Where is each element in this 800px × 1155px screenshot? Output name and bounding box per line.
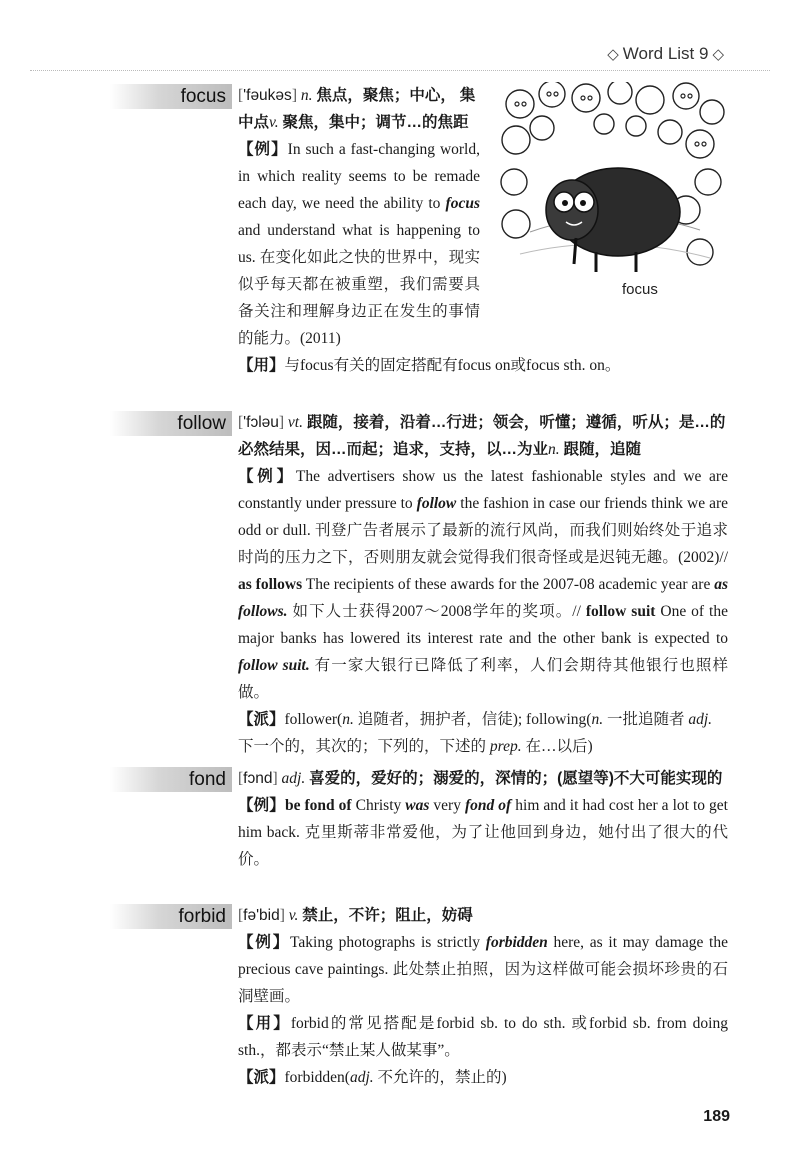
header-title: Word List 9 — [622, 44, 709, 63]
illustration-label: focus — [622, 281, 658, 298]
page-number: 189 — [703, 1108, 730, 1125]
focus-definition: ['fəukəs] n. 焦点，聚焦；中心， 集中点v. 聚焦，集中；调节…的焦距 — [238, 87, 476, 131]
running-header — [607, 44, 724, 64]
diamond-icon: ◇ — [712, 46, 724, 63]
forbid-phonetic: fə'bid — [243, 907, 280, 924]
forbid-derivatives: 【派】forbidden(adj. 不允许的，禁止的) — [238, 1069, 507, 1086]
fond-definition: [fɔnd] adj. 喜爱的，爱好的；溺爱的，深情的；(愿望等)不大可能实现的 — [238, 770, 723, 787]
focus-phonetic: 'fəukəs — [243, 87, 292, 104]
forbid-usage: 【用】forbid的常见搭配是forbid sb. to do sth. 或forbid sb. from doing sth.，都表示“禁止某人做某事”。 — [238, 1015, 728, 1059]
focus-example: 【例】In such a fast-changing world, in which reality seems to be remade each day, we need the ability to focus and understand what is happening to us. 在变化如此之快的世界中，现实似乎每天都在被重塑，我们需要具备关注和理解身边正在发生的事情的能力。(2011) — [238, 141, 480, 347]
forbid-definition: [fə'bid] v. 禁止，不许；阻止，妨碍 — [238, 907, 473, 924]
fond-example: 【例】be fond of Christy was very fond of him and it had cost her a lot to get him back. 克里斯蒂非常爱他，为了让他回到身边，她付出了很大的代价。 — [238, 797, 728, 868]
follow-derivatives: 【派】follower(n. 追随者，拥护者，信徒); following(n. 一批追随者 adj. 下一个的，其次的；下列的，下述的 prep. 在…以后) — [238, 711, 713, 755]
follow-example: 【例】The advertisers show us the latest fashionable styles and we are constantly under pressure to follow the fashion in case our friends think we are odd or dull. 刊登广告者展示了最新的流行风尚，而我们则始终处于追求时尚的压力之下，否则朋友就会觉得我们很奇怪或是迟钝无趣。(2002)// as follows The recipients of these awards for the 2007-08 academic year are as follows. 如下人士获得2007～2008学年的奖项。// follow suit One of the major banks has lowered its interest rate and the other bank is expected to follow suit. 有一家大银行已降低了利率，人们会期待其他银行也照样做。 — [238, 468, 728, 701]
entry-forbid — [238, 902, 728, 1091]
focus-usage: 【用】与focus有关的固定搭配有focus on或focus sth. on。 — [238, 357, 621, 374]
entry-fond — [238, 765, 728, 873]
black-sheep — [546, 168, 680, 272]
entry-follow — [238, 409, 728, 760]
follow-phonetic: 'fɔləu — [243, 414, 279, 431]
header-rule — [30, 70, 770, 71]
headword-fond: fond — [110, 767, 232, 792]
focus-illustration — [500, 82, 728, 304]
diamond-icon: ◇ — [607, 46, 619, 63]
headword-forbid: forbid — [110, 904, 232, 929]
forbid-example: 【例】Taking photographs is strictly forbidden here, as it may damage the precious cave paintings. 此处禁止拍照，因为这样做可能会损坏珍贵的石洞壁画。 — [238, 934, 728, 1005]
fond-phonetic: fɔnd — [243, 770, 273, 787]
headword-focus: focus — [110, 84, 232, 109]
follow-definition: ['fɔləu] vt. 跟随，接着，沿着…行进；领会，听懂；遵循，听从；是…的必然结果，因…而起；追求，支持，以…为业n. 跟随，追随 — [238, 414, 726, 458]
headword-follow: follow — [110, 411, 232, 436]
